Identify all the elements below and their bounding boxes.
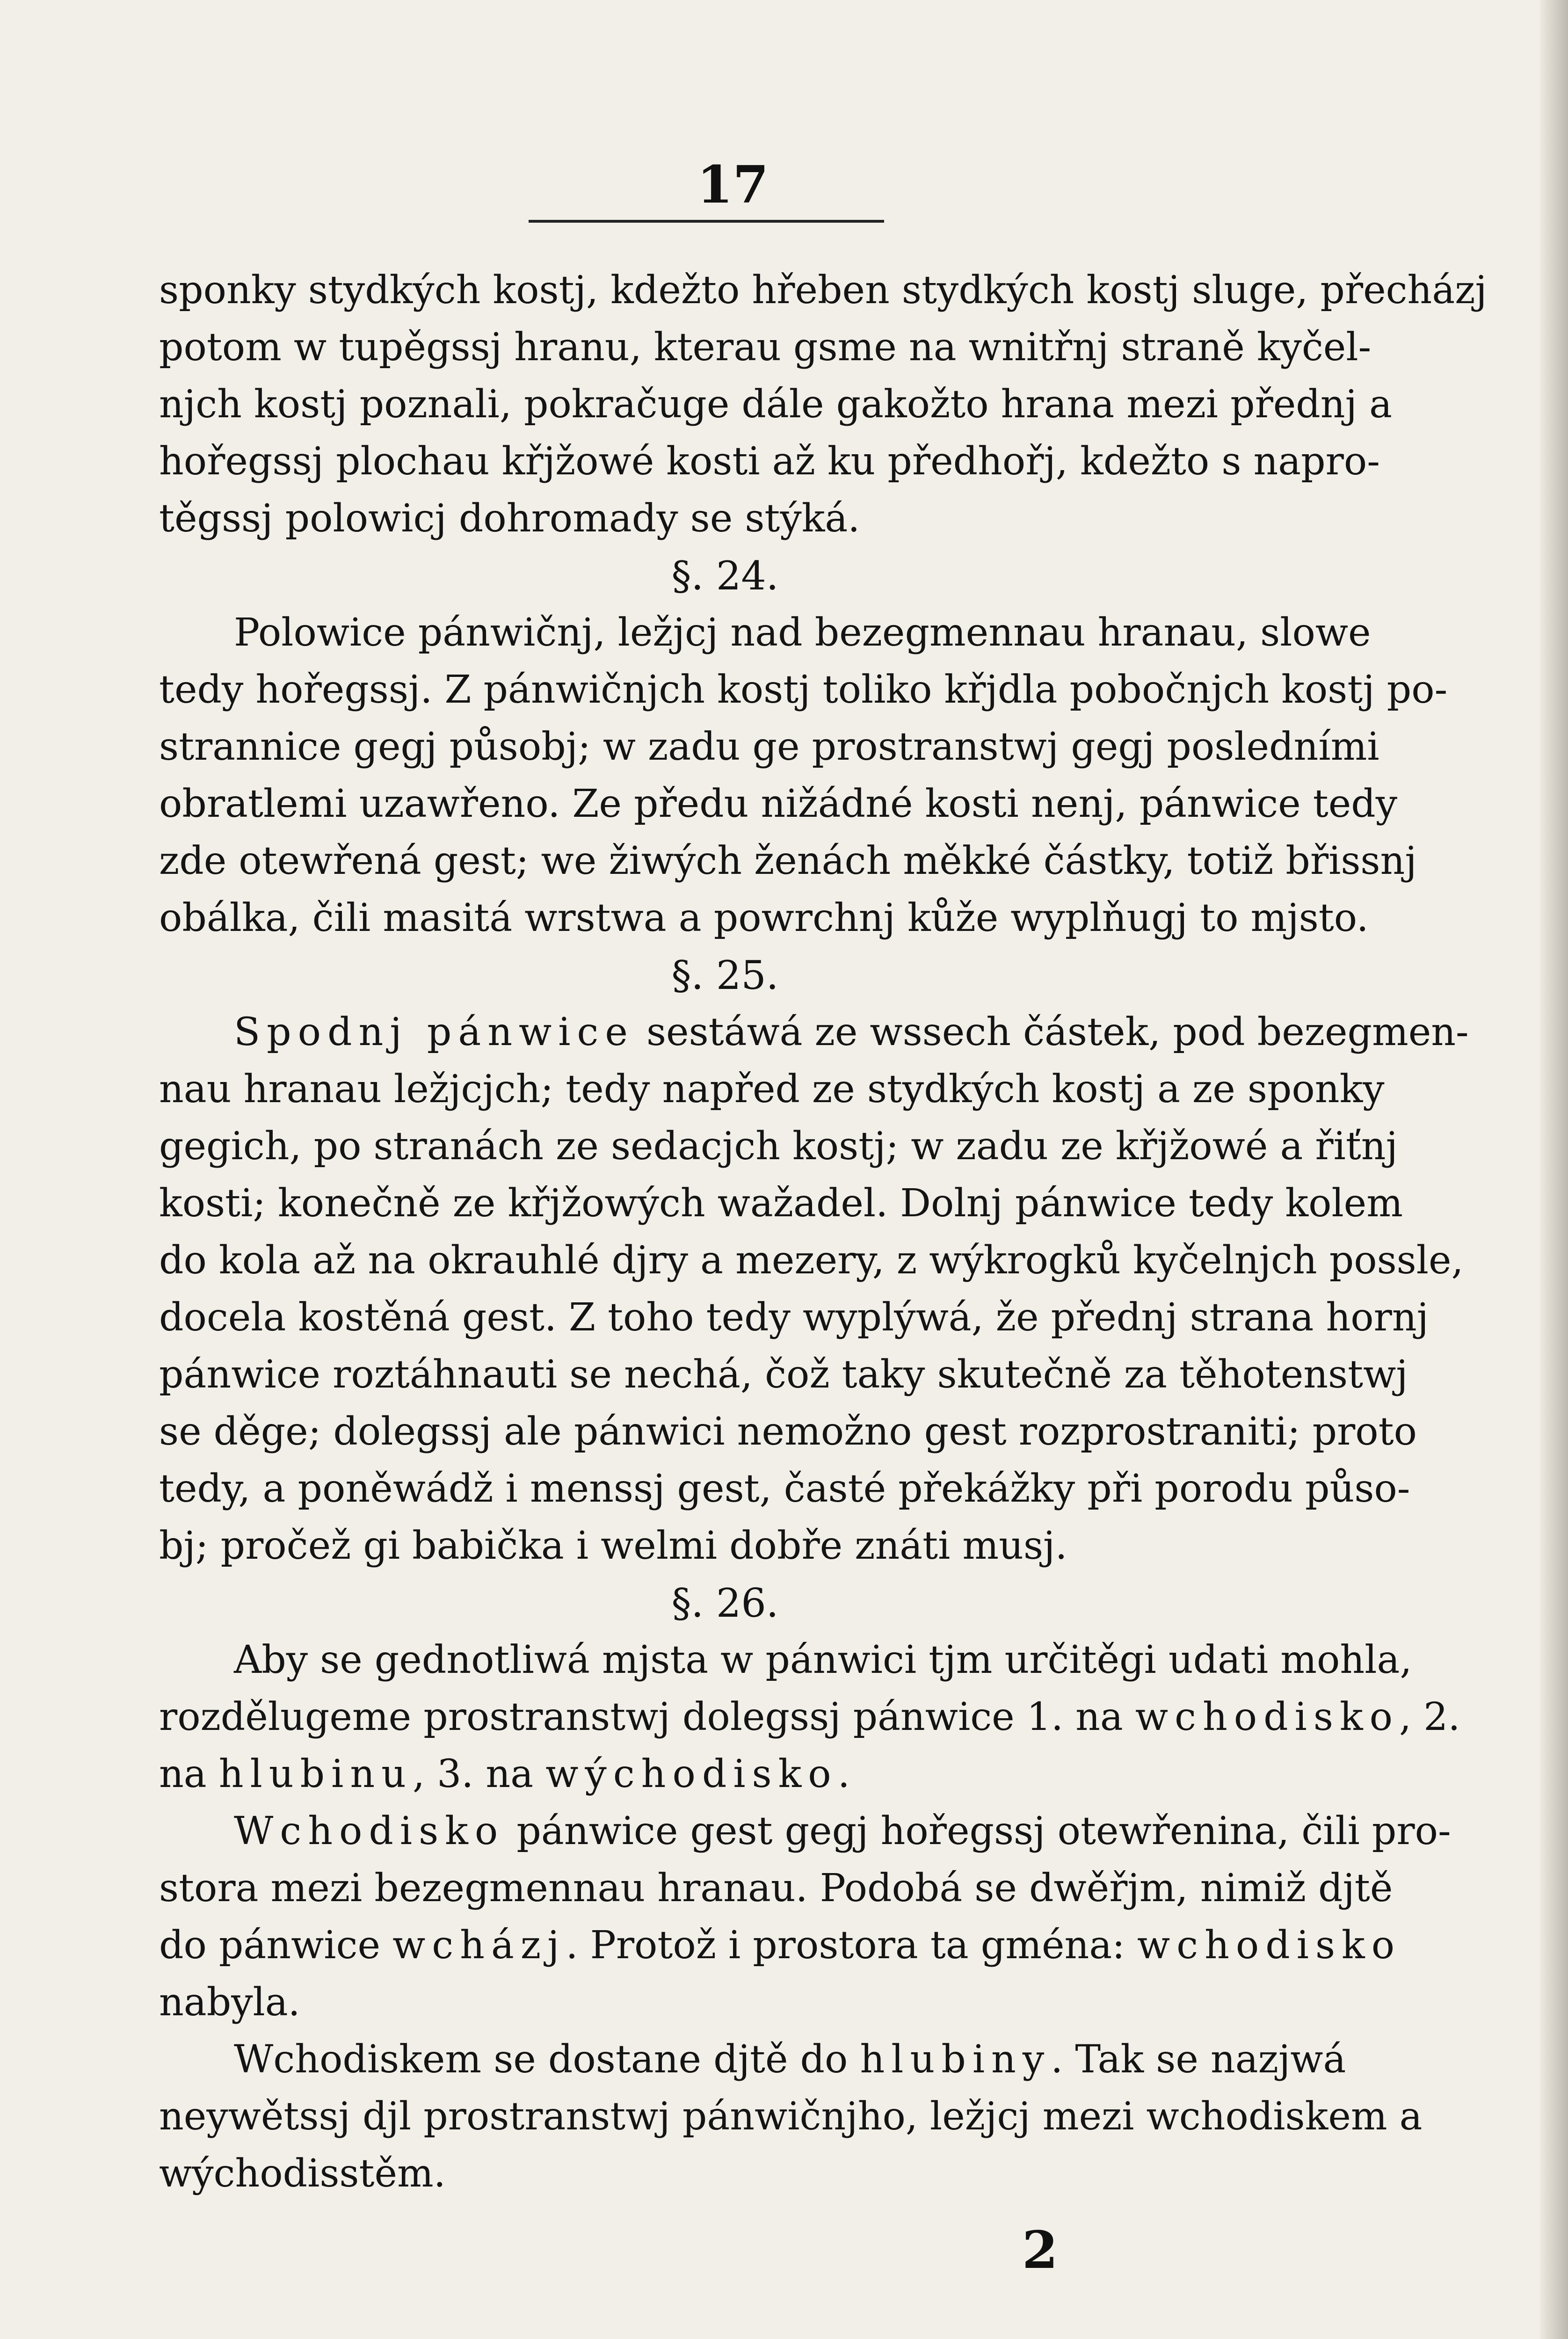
text-line: wýchodisstěm. (159, 2151, 446, 2196)
term-wchazi: wcházj (392, 1923, 566, 1968)
text-line: se děge; dolegssj ale pánwici nemožno gest rozprostraniti; proto (159, 1409, 1417, 1454)
text-line: docela kostěná gest. Z toho tedy wyplýwá, že přednj strana hornj (159, 1295, 1429, 1340)
text-run: do pánwice (159, 1923, 380, 1968)
text-line: těgssj polowicj dohromady se stýká. (159, 496, 860, 541)
text-run: . (837, 1752, 850, 1796)
term-wchodisko: Wchodisko (234, 1809, 505, 1853)
term-spodni-panwice: Spodnj pánwice (234, 1010, 634, 1054)
signature-mark: 2 (1022, 2220, 1058, 2280)
text-run: . Tak se nazjwá (1051, 2037, 1346, 2082)
text-line: nau hranau ležjcjch; tedy napřed ze stydkých kostj a ze sponky (159, 1067, 1385, 1111)
text-line: potom w tupěgssj hranu, kterau gsme na wnitřnj straně kyčel- (159, 325, 1372, 370)
text-line: gegich, po stranách ze sedacjch kostj; w zadu ze křjžowé a řiťnj (159, 1124, 1398, 1169)
text-line: nabyla. (159, 1980, 300, 2025)
text-run: , 3. na (412, 1752, 534, 1796)
text-run: sestáwá ze wssech částek, pod bezegmen- (646, 1010, 1469, 1054)
text-line (159, 1917, 1401, 1974)
text-line (159, 1803, 1451, 1860)
text-line: sponky stydkých kostj, kdežto hřeben stydkých kostj sluge, přecházj (159, 268, 1487, 312)
text-run: . Protož i prostora ta gména: (566, 1923, 1125, 1968)
section-heading-26: §. 26. (671, 1580, 779, 1626)
text-line: kosti; konečně ze křjžowých wažadel. Dolnj pánwice tedy kolem (159, 1181, 1403, 1226)
term-hlubinu: hlubinu (218, 1752, 413, 1796)
section-heading-24: §. 24. (671, 553, 779, 599)
section-heading-25: §. 25. (671, 952, 779, 998)
text-line: tedy, a poněwádž i menssj gest, časté překážky při porodu půso- (159, 1467, 1410, 1511)
term-hlubiny: hlubiny (860, 2037, 1051, 2082)
text-line: tedy hořegssj. Z pánwičnjch kostj toliko křjdla pobočnjch kostj po- (159, 668, 1448, 712)
text-run: na (159, 1752, 207, 1796)
term-wchodisko: wchodisko (1135, 1695, 1400, 1739)
text-line: hořegssj plochau křjžowé kosti až ku předhořj, kdežto s napro- (159, 439, 1380, 484)
text-line: obratlemi uzawřeno. Ze předu nižádné kosti nenj, pánwice tedy (159, 782, 1398, 826)
scan-edge-right (1540, 0, 1568, 2339)
text-line: Aby se gednotliwá mjsta w pánwici tjm určitěgi udati mohla, (234, 1638, 1412, 1682)
text-line: do kola až na okrauhlé djry a mezery, z wýkrogků kyčelnjch possle, (159, 1238, 1464, 1283)
text-line: strannice gegj působj; w zadu ge prostranstwj gegj posledními (159, 725, 1379, 769)
term-wychodisko: wýchodisko (545, 1752, 838, 1796)
text-line (159, 1004, 1469, 1061)
text-run: , 2. (1399, 1695, 1460, 1739)
text-line: stora mezi bezegmennau hranau. Podobá se dwěřjm, nimiž djtě (159, 1866, 1393, 1910)
text-line (159, 1746, 1291, 1803)
text-run: pánwice gest gegj hořegssj otewřenina, čili pro- (516, 1809, 1451, 1853)
text-line: obálka, čili masitá wrstwa a powrchnj kůže wyplňugj to mjsto. (159, 896, 1369, 940)
text-line (159, 1689, 1460, 1746)
text-line: njch kostj poznali, pokračuge dále gakožto hrana mezi přednj a (159, 382, 1392, 427)
text-line: zde otewřená gest; we žiwých ženách měkké částky, totiž břissnj (159, 839, 1417, 883)
text-run: rozdělugeme prostranstwj dolegssj pánwice 1. na (159, 1695, 1123, 1739)
text-run: Wchodiskem se dostane djtě do (234, 2037, 848, 2082)
text-line: bj; pročež gi babička i welmi dobře znáti musj. (159, 1524, 1067, 1568)
term-wchodisko: wchodisko (1137, 1923, 1401, 1968)
text-line: neywětssj djl prostranstwj pánwičnjho, ležjcj mezi wchodiskem a (159, 2094, 1423, 2139)
page-number: 17 (697, 154, 769, 215)
body-text (159, 262, 1487, 2202)
header-rule (529, 220, 884, 223)
text-line: Polowice pánwičnj, ležjcj nad bezegmennau hranau, slowe (234, 610, 1371, 655)
text-line: pánwice roztáhnauti se nechá, čož taky skutečně za těhotenstwj (159, 1352, 1408, 1397)
text-line (159, 2031, 1346, 2088)
